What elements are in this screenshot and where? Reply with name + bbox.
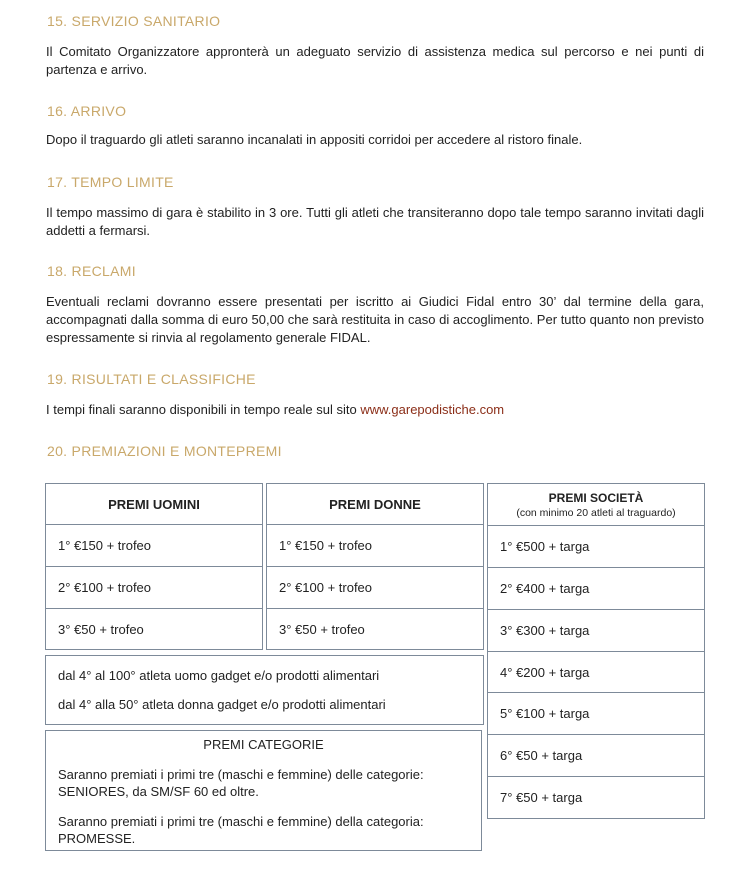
- categories-title: PREMI CATEGORIE: [203, 737, 324, 752]
- society-prize-2: 2° €400 + targa: [487, 567, 705, 610]
- society-prizes-header: [487, 483, 705, 526]
- results-link[interactable]: www.garepodistiche.com: [360, 402, 505, 417]
- text-servizio-sanitario: Il Comitato Organizzatore appronterà un adeguato servizio di assistenza medica sul percorso e nei punti di partenza e arrivo.: [46, 44, 704, 77]
- society-prize-4: 4° €200 + targa: [487, 651, 705, 693]
- categories-box: [45, 730, 482, 851]
- heading-risultati: 19. RISULTATI E CLASSIFICHE: [47, 371, 256, 387]
- women-prize-3: 3° €50 + trofeo: [266, 608, 484, 650]
- risultati-text: I tempi finali saranno disponibili in tempo reale sul sito: [46, 402, 361, 417]
- society-prize-1: 1° €500 + targa: [487, 525, 705, 568]
- society-subheader: (con minimo 20 atleti al traguardo): [516, 506, 676, 519]
- men-prize-3: 3° €50 + trofeo: [45, 608, 263, 650]
- gadget-men: dal 4° al 100° atleta uomo gadget e/o prodotti alimentari: [58, 668, 380, 683]
- society-header-label: PREMI SOCIETÀ: [548, 490, 644, 505]
- men-prizes-header: [45, 483, 263, 525]
- text-arrivo: Dopo il traguardo gli atleti saranno incanalati in appositi corridoi per accedere al ristoro finale.: [46, 132, 583, 147]
- heading-tempo-limite: 17. TEMPO LIMITE: [47, 174, 174, 190]
- women-prize-2: 2° €100 + trofeo: [266, 566, 484, 609]
- text-reclami: Eventuali reclami dovranno essere presentati per iscritto ai Giudici Fidal entro 30’ dal termine della gara, accompagnati dalla somma di euro 50,00 che sarà restituita in caso di accoglimento. Per tutto quanto non previsto espressamente si rinvia al regolamento generale FIDAL.: [46, 294, 704, 345]
- women-header-label: PREMI DONNE: [329, 496, 421, 512]
- text-tempo-limite: Il tempo massimo di gara è stabilito in 3 ore. Tutti gli atleti che transiteranno dopo tale tempo saranno invitati dagli addetti a fermarsi.: [46, 205, 704, 238]
- heading-arrivo: 16. ARRIVO: [47, 103, 127, 119]
- men-prize-2: 2° €100 + trofeo: [45, 566, 263, 609]
- society-prize-6: 6° €50 + targa: [487, 734, 705, 777]
- categories-text-promesse: Saranno premiati i primi tre (maschi e femmine) della categoria: PROMESSE.: [58, 814, 424, 846]
- society-prize-7: 7° €50 + targa: [487, 776, 705, 819]
- society-prize-3: 3° €300 + targa: [487, 609, 705, 652]
- gadget-women: dal 4° alla 50° atleta donna gadget e/o prodotti alimentari: [58, 697, 386, 712]
- categories-text-seniores: Saranno premiati i primi tre (maschi e femmine) delle categorie: SENIORES, da SM/SF 60 ed oltre.: [58, 767, 424, 799]
- text-risultati: [46, 401, 704, 419]
- heading-servizio-sanitario: 15. SERVIZIO SANITARIO: [47, 13, 221, 29]
- women-prizes-header: [266, 483, 484, 525]
- gadgets-box: [45, 655, 484, 725]
- women-prize-1: 1° €150 + trofeo: [266, 524, 484, 567]
- heading-premiazioni: 20. PREMIAZIONI E MONTEPREMI: [47, 443, 282, 459]
- society-prize-5: 5° €100 + targa: [487, 692, 705, 735]
- men-header-label: PREMI UOMINI: [108, 496, 200, 512]
- men-prize-1: 1° €150 + trofeo: [45, 524, 263, 567]
- heading-reclami: 18. RECLAMI: [47, 263, 136, 279]
